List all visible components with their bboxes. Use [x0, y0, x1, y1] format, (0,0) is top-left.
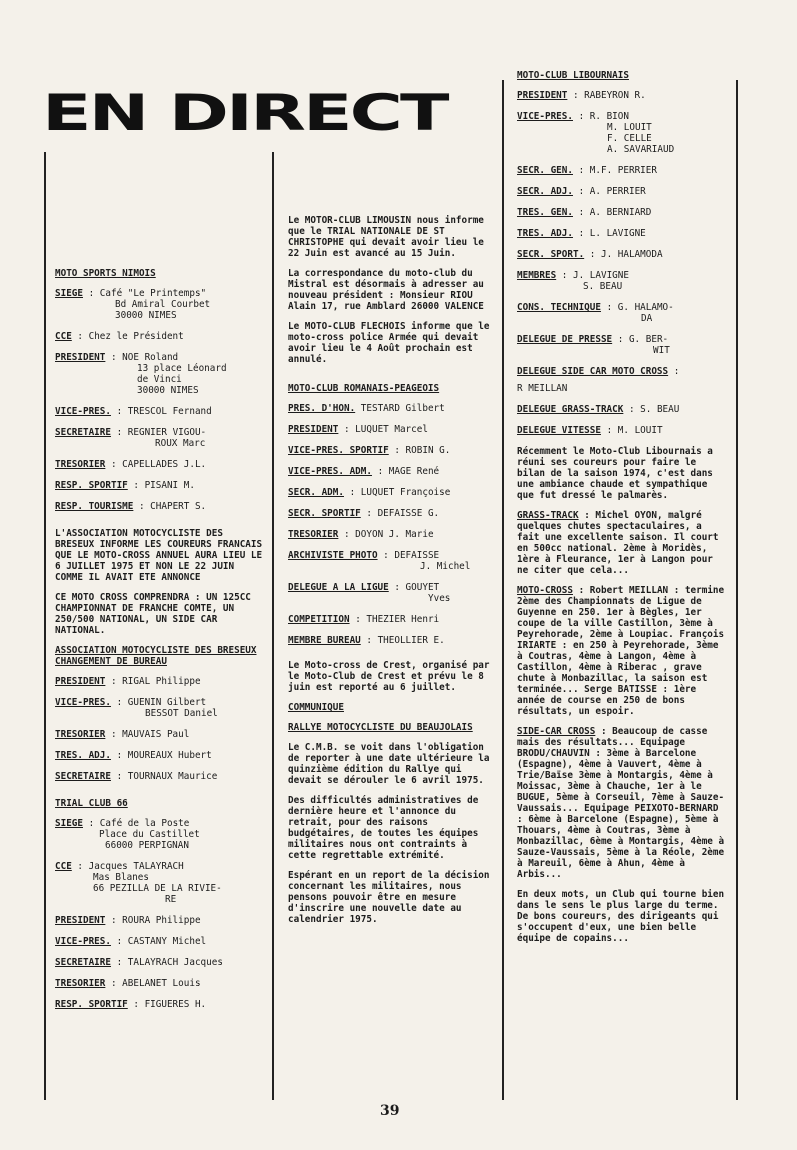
field-label: DELEGUE SIDE CAR MOTO CROSS — [517, 366, 669, 377]
field-label: TRES. GEN. — [517, 207, 573, 218]
field-label: TRESORIER — [55, 978, 106, 989]
field-value: : CAPELLADES J.L. — [110, 459, 207, 470]
field-value: : DOYON J. Marie — [343, 529, 434, 540]
field-value: : GOUYET — [394, 582, 440, 593]
paragraph: : Robert MEILLAN : termine 2ème des Championnats de Ligue de Guyenne en 250. 1er à Bègles, 1er coupe de la ville Castillon, 3ème à Peyrehorade, 2ème à Loupiac. François IRIARTE : en 250 à Peyrehorade, 3ème à Coutras, 4ème à Langon, 4ème à Castillon, 4ème à Riberac , grave chute à Monbazillac, la saison est terminée... Serge BATISSE : 1ère année de course en 250 de bons résultats, un espoir. — [517, 585, 725, 717]
field-value: : LUQUET Marcel — [343, 424, 428, 435]
field-label: SIEGE — [55, 288, 83, 299]
field-label: SECR. ADJ. — [517, 186, 573, 197]
field-value: : FIGUERES H. — [133, 999, 207, 1010]
section-subheading: CHANGEMENT DE BUREAU — [55, 656, 167, 667]
field-label: TRESORIER — [55, 729, 106, 740]
field-value: : THEOLLIER E. — [366, 635, 445, 646]
field-value: : RABEYRON R. — [572, 90, 646, 101]
section-heading: MOTO-CLUB ROMANAIS-PEAGEOIS — [288, 383, 440, 394]
field-value: TESTARD Gilbert — [360, 403, 445, 414]
field-value: : R. BION — [578, 111, 629, 122]
field-value: 66000 PERPIGNAN — [105, 840, 189, 851]
field-value: A. SAVARIAUD — [607, 144, 675, 155]
field-label: CONS. TECHNIQUE — [517, 302, 601, 313]
paragraph: Le Moto-cross de Crest, organisé par le Moto-Club de Crest et prévu le 8 juin est reporté au 6 juillet. — [288, 660, 490, 693]
section-heading: TRIAL CLUB 66 — [55, 798, 128, 809]
field-label: CCE — [55, 331, 72, 342]
field-value: RE — [165, 894, 177, 905]
field-label: SECRETAIRE — [55, 771, 111, 782]
announcement: L'ASSOCIATION MOTOCYCLISTE DES BRESEUX INFORME LES COUREURS FRANCAIS QUE LE MOTO-CROSS ANNUEL AURA LIEU LE 6 JUILLET 1975 ET NON LE 22 JUIN COMME IL AVAIT ETE ANNONCE — [55, 528, 263, 583]
field-value: : ROURA Philippe — [110, 915, 201, 926]
paragraph: Des difficultés administratives de dernière heure et l'annonce du retrait, pour des raisons budgétaires, de toutes les équipes militaires nous ont contraints à cette regrettable extrémité. — [288, 795, 479, 861]
paragraph: Le MOTO-CLUB FLECHOIS informe que le moto-cross police Armée qui devait avoir lieu le 4 Août prochain est annulé. — [288, 321, 490, 365]
field-label: ARCHIVISTE PHOTO — [288, 550, 378, 561]
field-value: : G. HALAMO- — [606, 302, 674, 313]
field-value: M. LOUIT — [607, 122, 652, 133]
field-value: J. Michel — [420, 561, 471, 572]
field-value: : Chez le Président — [77, 331, 184, 342]
paragraph: : Beaucoup de casse mais des résultats... Equipage BRODU/CHAUVIN : 3ème à Barcelone (Espagne), 4ème à Vauvert, 4ème à Trie/Baïse 3ème à Montargis, 4ème à Moissac, 3ème à Chauche, 1er à le BUGUE, 5ème à Corseuil, 7ème à Sauze-Vaussais... Equipage PEIXOTO-BERNARD : 6ème à Barcelone (Espagne), 5ème à Thouars, 4ème à Coutras, 3ème à Monbazillac, 6ème à Montargis, 4ème à Sauze-Vaussais, 5ème à la Réole, 2ème à Mareuil, 6ème à Ahun, 4ème à Arbis... — [517, 726, 725, 880]
field-value: S. BEAU — [583, 281, 623, 292]
field-value: : RIGAL Philippe — [110, 676, 201, 687]
field-value: WIT — [653, 345, 670, 356]
field-value: : J. LAVIGNE — [561, 270, 629, 281]
field-value: R MEILLAN — [517, 383, 568, 394]
paragraph: Le MOTOR-CLUB LIMOUSIN nous informe que le TRIAL NATIONALE DE ST CHRISTOPHE qui devait avoir lieu le 22 Juin est avancé au 15 Juin. — [288, 215, 484, 259]
field-value: : M. LOUIT — [606, 425, 663, 436]
paragraph: Espérant en un report de la décision concernant les militaires, nous pensons pouvoir être en mesure d'inscrire une nouvelle date au calendrier 1975. — [288, 870, 490, 925]
field-value: : GUENIN Gilbert — [116, 697, 207, 708]
field-label: VICE-PRES. — [517, 111, 573, 122]
field-value: : ROBIN G. — [394, 445, 451, 456]
field-value: : PISANI M. — [133, 480, 195, 491]
field-label: DELEGUE DE PRESSE — [517, 334, 613, 345]
field-label: SIEGE — [55, 818, 83, 829]
field-label: PRESIDENT — [288, 424, 339, 435]
field-value: : — [673, 366, 680, 377]
field-label: PRES. D'HON. — [288, 403, 356, 414]
field-value: 30000 NIMES — [137, 385, 199, 396]
column-3 — [517, 70, 729, 953]
field-label: VICE-PRES. ADM. — [288, 466, 372, 477]
column-1 — [55, 268, 265, 1020]
field-label: SECR. ADM. — [288, 487, 344, 498]
field-label: MOTO-CROSS — [517, 585, 573, 596]
field-value: : MOUREAUX Hubert — [116, 750, 212, 761]
field-value: 66 PEZILLA DE LA RIVIE- — [93, 883, 222, 894]
field-value: BESSOT Daniel — [145, 708, 218, 719]
field-label: VICE-PRES. — [55, 936, 111, 947]
paragraph: En deux mots, un Club qui tourne bien dans le sens le plus large du terme. De bons coureurs, des dirigeants qui s'occupent d'eux, une bien belle équipe de copains... — [517, 889, 725, 944]
field-label: DELEGUE GRASS-TRACK — [517, 404, 624, 415]
field-label: TRES. ADJ. — [517, 228, 573, 239]
field-value: de Vinci — [137, 374, 182, 385]
field-label: MEMBRES — [517, 270, 557, 281]
paragraph: : Michel OYON, malgré quelques chutes spectaculaires, a fait une excellente saison. Il court en 500cc national. 2ème à Moridès, 1ère à Fleurance, 1er à Langon pour ne citer que cela... — [517, 510, 719, 576]
field-value: : REGNIER VIGOU- — [116, 427, 207, 438]
field-value: Place du Castillet — [99, 829, 200, 840]
page-title: EN DIRECT — [42, 84, 447, 142]
field-value: ROUX Marc — [155, 438, 206, 449]
field-value: : LUQUET Françoise — [349, 487, 451, 498]
field-value: : Café de la Poste — [88, 818, 190, 829]
field-label: SECRETAIRE — [55, 427, 111, 438]
paragraph: La correspondance du moto-club du Mistral est désormais à adresser au nouveau président : Monsieur RIOU Alain 17, rue Amblard 26000 VALENCE — [288, 268, 484, 312]
field-label: TRES. ADJ. — [55, 750, 111, 761]
field-label: SECR. SPORT. — [517, 249, 585, 260]
rule-right — [736, 80, 738, 1100]
field-label: GRASS-TRACK — [517, 510, 579, 521]
field-label: SECR. GEN. — [517, 165, 573, 176]
field-value: : Jacques TALAYRACH — [77, 861, 184, 872]
field-label: VICE-PRES. — [55, 697, 111, 708]
field-label: SECRETAIRE — [55, 957, 111, 968]
field-value: : ABELANET Louis — [110, 978, 201, 989]
rule-left-2 — [272, 152, 274, 1100]
field-value: : DEFAISSE — [383, 550, 440, 561]
field-label: VICE-PRES. SPORTIF — [288, 445, 389, 456]
field-value: : TOURNAUX Maurice — [116, 771, 218, 782]
field-label: PRESIDENT — [55, 915, 106, 926]
field-label: RESP. SPORTIF — [55, 480, 128, 491]
field-label: TRESORIER — [55, 459, 106, 470]
field-value: : J. HALAMODA — [589, 249, 663, 260]
field-label: VICE-PRES. — [55, 406, 111, 417]
section-heading: MOTO SPORTS NIMOIS — [55, 268, 156, 279]
field-value: : NOE Roland — [110, 352, 179, 363]
field-label: DELEGUE A LA LIGUE — [288, 582, 389, 593]
field-value: Yves — [428, 593, 451, 604]
field-value: : Café "Le Printemps" — [88, 288, 207, 299]
field-value: : TALAYRACH Jacques — [116, 957, 223, 968]
field-label: RESP. SPORTIF — [55, 999, 128, 1010]
paragraph: Le C.M.B. se voit dans l'obligation de reporter à une date ultérieure la quinzième édition du Rallye qui devait se dérouler le 6 avril 1975. — [288, 742, 490, 786]
field-value: : G. BER- — [617, 334, 669, 345]
field-label: PRESIDENT — [55, 352, 106, 363]
column-2 — [288, 215, 490, 934]
field-value: : CASTANY Michel — [116, 936, 207, 947]
field-value: : A. BERNIARD — [578, 207, 652, 218]
field-label: CCE — [55, 861, 72, 872]
field-value: : DEFAISSE G. — [366, 508, 440, 519]
announcement: CE MOTO CROSS COMPRENDRA : UN 125CC CHAMPIONNAT DE FRANCHE COMTE, UN 250/500 NATIONAL, UN SIDE CAR NATIONAL. — [55, 592, 251, 636]
field-label: PRESIDENT — [55, 676, 106, 687]
field-label: SECR. SPORTIF — [288, 508, 361, 519]
paragraph: Récemment le Moto-Club Libournais a réuni ses coureurs pour faire le bilan de la saison 1974, c'est dans une ambiance chaude et sympathique que fut dressé le palmarès. — [517, 446, 713, 501]
field-value: : MAGE René — [377, 466, 440, 477]
field-label: COMPETITION — [288, 614, 350, 625]
field-value: Mas Blanes — [93, 872, 149, 883]
field-value: F. CELLE — [607, 133, 652, 144]
field-value: 30000 NIMES — [115, 310, 177, 321]
field-value: : M.F. PERRIER — [578, 165, 657, 176]
field-value: Bd Amiral Courbet — [115, 299, 211, 310]
field-value: DA — [641, 313, 653, 324]
section-heading: MOTO-CLUB LIBOURNAIS — [517, 70, 629, 81]
section-heading: RALLYE MOTOCYCLISTE DU BEAUJOLAIS — [288, 722, 473, 733]
section-heading: COMMUNIQUE — [288, 702, 344, 713]
field-value: 13 place Léonard — [137, 363, 227, 374]
field-label: MEMBRE BUREAU — [288, 635, 361, 646]
section-heading: ASSOCIATION MOTOCYCLISTE DES BRESEUX — [55, 645, 257, 656]
field-value: : THEZIER Henri — [355, 614, 440, 625]
field-label: DELEGUE VITESSE — [517, 425, 601, 436]
field-label: RESP. TOURISME — [55, 501, 134, 512]
field-label: TRESORIER — [288, 529, 339, 540]
page-number: 39 — [380, 1103, 400, 1119]
field-value: : L. LAVIGNE — [578, 228, 646, 239]
field-value: : CHAPERT S. — [138, 501, 207, 512]
field-value: : A. PERRIER — [578, 186, 646, 197]
rule-left-1 — [44, 152, 46, 1100]
field-label: PRESIDENT — [517, 90, 568, 101]
field-label: SIDE-CAR CROSS — [517, 726, 596, 737]
field-value: : S. BEAU — [628, 404, 680, 415]
field-value: : TRESCOL Fernand — [116, 406, 212, 417]
field-value: : MAUVAIS Paul — [110, 729, 190, 740]
rule-left-3 — [502, 80, 504, 1100]
